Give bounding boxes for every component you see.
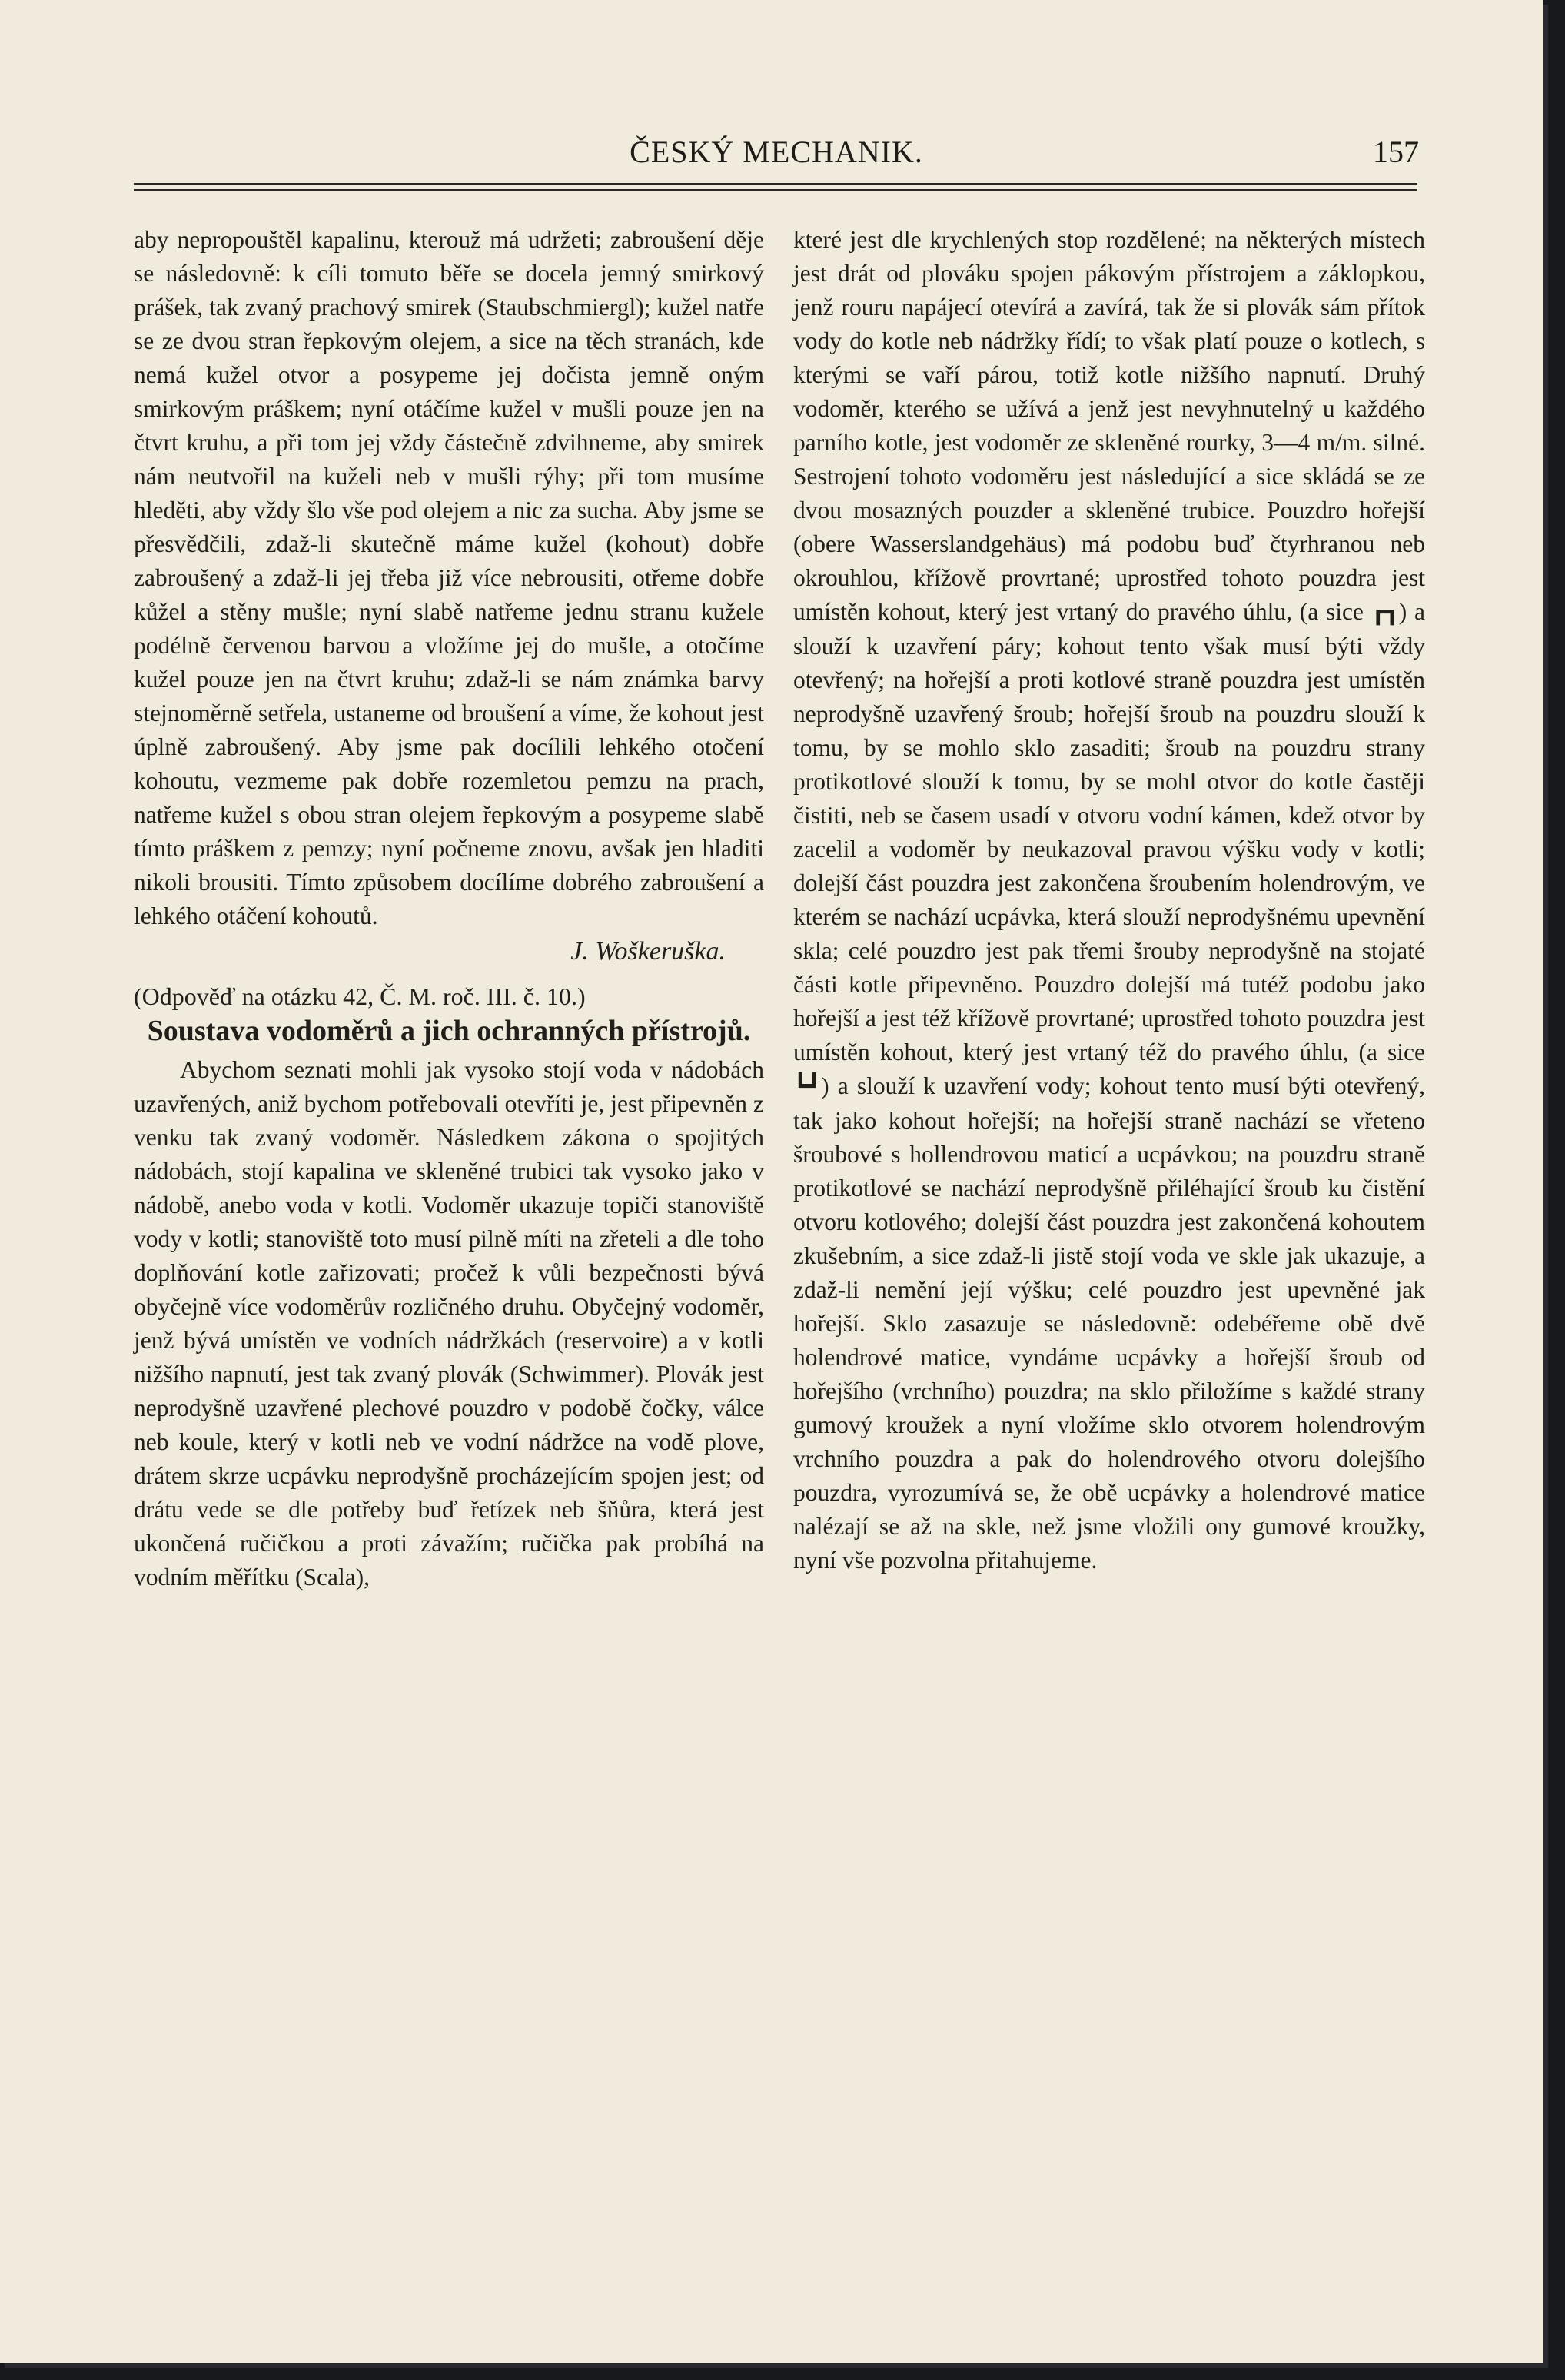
header-rule-top (134, 183, 1417, 185)
right-column (793, 223, 1425, 1577)
header-rule-bottom (134, 189, 1417, 191)
left-column (134, 223, 764, 1594)
journal-title: ČESKÝ MECHANIK. (630, 135, 923, 169)
valve-bore-lower-symbol: ┗┛ (793, 1073, 822, 1100)
running-header (134, 131, 1419, 177)
right-text-part-3: ) a slouží k uzavření vody; kohout tento musí býti otevřený, tak jako kohout hořejší; na hořejší straně nachází se vřeteno šroubové s hollendrovou maticí a ucpávkou; na pouzdru straně protikotlové se nachází neprodyšně přiléhající šroub ku čistění otvoru kotlového; dolejší část pouzdra jest zakončená kohoutem zkušebním, a sice zdaž-li jistě stojí voda ve skle jak ukazuje, a zdaž-li nemění její výšku; celé pouzdro jest upevněné jak hořejší. Sklo zasazuje se následovně: odebéřeme obě dvě holendrové matice, vyndáme ucpávky a hořejší šroub od hořejšího (vrchního) pouzdra; na sklo přiložíme s každé strany gumový kroužek a nyní vložíme sklo otvorem holendrovým vrchního pouzdra a pak do holendrového otvoru dolejšího pouzdra, vyrozumívá se, že obě ucpávky a holendrové matice nalézají se až na skle, než jsme vložili ony gumové kroužky, nyní vše pozvolna přitahujeme. (793, 1072, 1425, 1574)
right-text-part-2: ) a slouží k uzavření páry; kohout tento však musí býti vždy otevřený; na hořejší a proti kotlové straně pouzdra jest umístěn neprodyšně uzavřený šroub; hořejší šroub na pouzdru slouží k tomu, by se mohlo sklo zasaditi; šroub na pouzdru strany protikotlové slouží k tomu, by se mohl otvor do kotle častěji čistiti, neb se časem usadí v otvoru vodní kámen, kdež otvor by zacelil a vodoměr by neukazoval pravou výšku vody v kotli; dolejší část pouzdra jest zakončena šroubením holendrovým, ve kterém se nachází ucpávka, která slouží neprodyšnému upevnění skla; celé pouzdro jest pak třemi šrouby neprodyšně na stojaté části kotle připevněno. Pouzdro dolejší má tutéž podobu jako hořejší a jest též křížově provrtané; uprostřed tohoto pouzdra jest umístěn kohout, který jest vrtaný též do pravého úhlu, (a sice (793, 598, 1425, 1065)
question-reference: (Odpověď na otázku 42, Č. M. roč. III. č. 10.) (134, 982, 586, 1010)
page-number: 157 (1373, 135, 1419, 169)
left-paragraph-1: aby nepropouštěl kapalinu, kterouž má udržeti; zabroušení děje se následovně: k cíli tomuto běře se docela jemný smirkový prášek, tak zvaný prachový smirek (Staubschmiergl); kužel natře se ze dvou stran řepkovým olejem, a sice na těch stranách, kde nemá kužel otvor a posypeme jej dočista jemně oným smirkovým práškem; nyní otáčíme kužel v mušli pouze jen na čtvrt kruhu, a při tom jej vždy částečně zdvihneme, aby smirek nám neutvořil na kuželi neb v mušli rýhy; při tom musíme hleděti, aby vždy šlo vše pod olejem a nic za sucha. Aby jsme se přesvědčili, zdaž-li skutečně máme kužel (kohout) dobře zabroušený a zdaž-li jej třeba již více nebrousiti, otřeme dobře kůžel a stěny mušle; nyní slabě natřeme jednu stranu kužele podélně červenou barvou a vložíme jej do mušle, a otočíme kužel pouze jen na čtvrt kruhu; zdaž-li se nám známka barvy stejnoměrně setřela, ustaneme od broušení a víme, že kohout jest úplně zabroušený. Aby jsme pak docílili lehkého otočení kohoutu, vezmeme pak dobře rozemletou pemzu na prach, natřeme kužel s obou stran olejem řepkovým a posypeme slabě tímto práškem z pemzy; nyní počneme znovu, avšak jen hladiti nikoli brousiti. Tímto způsobem docílíme dobrého zabroušení a lehkého otáčení kohoutů. (134, 226, 764, 929)
right-paragraph-1 (793, 223, 1425, 1577)
author-signature: J. Woškeruška. (570, 937, 726, 966)
left-paragraph-2: Abychom seznati mohli jak vysoko stojí voda v nádobách uzavřených, aniž bychom potřebovali otevříti je, jest připevněn z venku tak zvaný vodoměr. Následkem zákona o spojitých nádobách, stojí kapalina ve skleněné trubici tak vysoko jako v nádobě, anebo voda v kotli. Vodoměr ukazuje topiči stanoviště vody v kotli; stanoviště toto musí pilně míti na zřeteli a dle toho doplňování kotle zařizovati; pročež k vůli bezpečnosti bývá obyčejně více vodoměrův rozličného druhu. Obyčejný vodoměr, jenž bývá umístěn ve vodních nádržkách (reservoire) a v kotli nižšího napnutí, jest tak zvaný plovák (Schwimmer). Plovák jest neprodyšně uzavřené plechové pouzdro v podobě čočky, válce neb koule, který v kotli neb ve vodní nádržce na vodě plove, drátem skrze ucpávku neprodyšně procházejícím spojen jest; od drátu vede se dle potřeby buď řetízek neb šňůra, která jest ukončená ručičkou a proti závažím; ručička pak probíhá na vodním měřítku (Scala), (134, 1056, 764, 1591)
article-heading: Soustava vodoměrů a jich ochranných přístrojů. (147, 1015, 751, 1047)
valve-bore-upper-symbol: ┏┓ (1371, 599, 1399, 626)
right-text-part-1: které jest dle krychlených stop rozdělené; na některých místech jest drát od plováku spojen pákovým přístrojem a záklopkou, jenž rouru napájecí otevírá a zavírá, tak že si plovák sám přítok vody do kotle neb nádržky řídí; to však platí pouze o kotlech, s kterými se vaří párou, totiž kotle nižšího napnutí. Druhý vodoměr, kterého se užívá a jenž jest nevyhnutelný u každého parního kotle, jest vodoměr ze skleněné rourky, 3—4 m/m. silné. Sestrojení tohoto vodoměru jest následující a sice skládá se ze dvou mosazných pouzder a skleněné trubice. Pouzdro hořejší (obere Wasserslandgehäus) má podobu buď čtyrhranou neb okrouhlou, křížově provrtané; uprostřed tohoto pouzdra jest umístěn kohout, který jest vrtaný do pravého úhlu, (a sice (793, 226, 1425, 625)
